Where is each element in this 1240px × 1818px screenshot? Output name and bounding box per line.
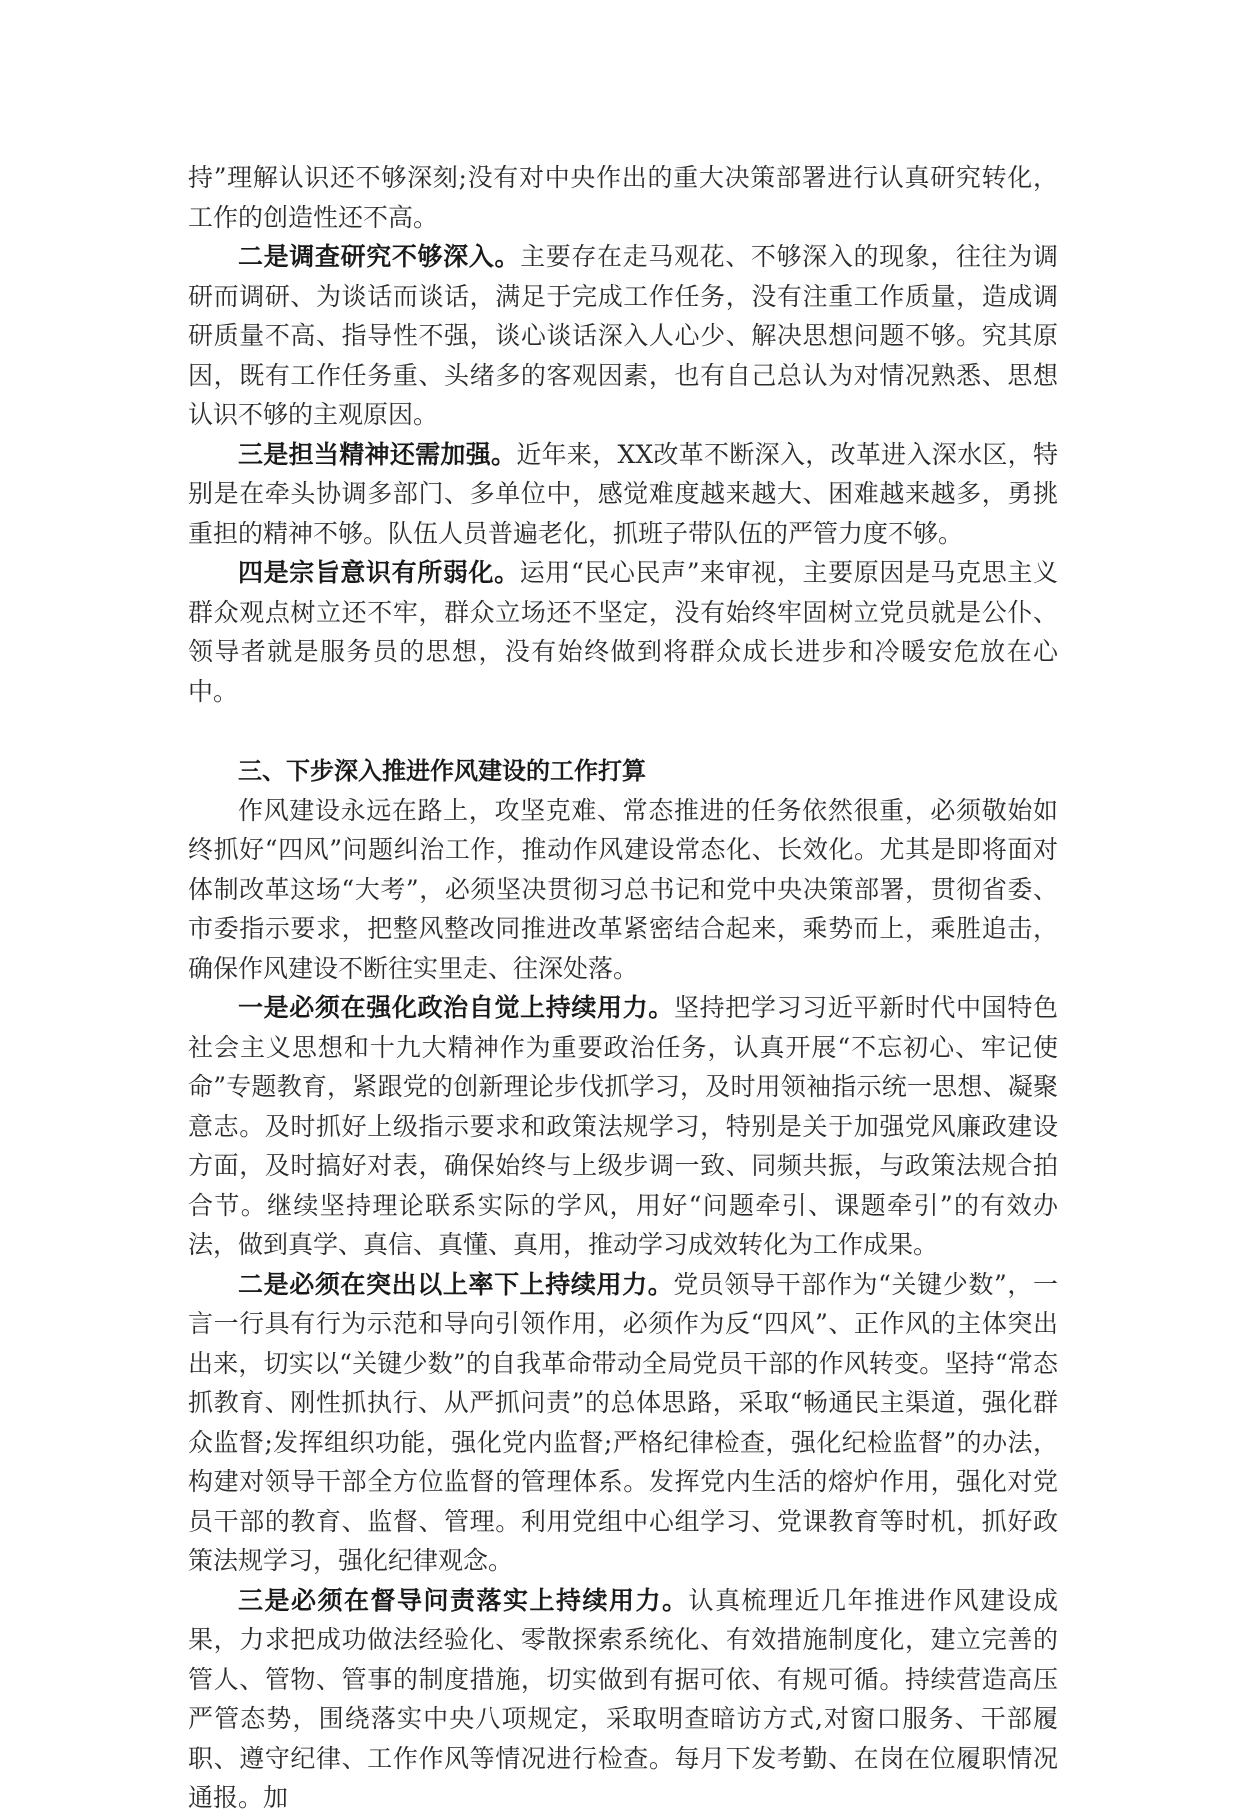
- paragraph-continued: [188, 158, 1058, 237]
- paragraph-lead: 三是担当精神还需加强。: [238, 439, 517, 469]
- paragraph-responsibility: [188, 435, 1058, 554]
- paragraph-text: 作风建设永远在路上，攻坚克难、常态推进的任务依然很重，必须敬始如终抓好“四风”问题纠治工作，推动作风建设常态化、长效化。尤其是即将面对体制改革这场“大考”，必须坚决贯彻习总书记和党中央决策部署，贯彻省委、市委指示要求，把整风整改同推进改革紧密结合起来，乘势而上，乘胜追击，确保作风建设不断往实里走、往深处落。: [188, 795, 1058, 983]
- paragraph-text: 持”理解认识还不够深刻;没有对中央作出的重大决策部署进行认真研究转化，工作的创造性还不高。: [188, 163, 1058, 232]
- paragraph-intro: [188, 791, 1058, 989]
- paragraph-text: 认真梳理近几年推进作风建设成果，力求把成功做法经验化、零散探索系统化、有效措施制度化，建立完善的管人、管物、管事的制度措施，切实做到有据可依、有规可循。持续营造高压严管态势，围绕落实中央八项规定，采取明查暗访方式,对窗口服务、干部履职、遵守纪律、工作作风等情况进行检查。每月下发考勤、在岗在位履职情况通报。加: [188, 1585, 1058, 1812]
- paragraph-text: 党员领导干部作为“关键少数”，一言一行具有行为示范和导向引领作用，必须作为反“四风”、正作风的主体突出出来，切实以“关键少数”的自我革命带动全局党员干部的作风转变。坚持“常态抓教育、刚性抓执行、从严抓问责”的总体思路，采取“畅通民主渠道，强化群众监督;发挥组织功能，强化党内监督;严格纪律检查，强化纪检监督”的办法，构建对领导干部全方位监督的管理体系。发挥党内生活的熔炉作用，强化对党员干部的教育、监督、管理。利用党组中心组学习、党课教育等时机，抓好政策法规学习，强化纪律观念。: [188, 1269, 1058, 1575]
- paragraph-lead-by-example: [188, 1265, 1058, 1581]
- section-heading: 三、下步深入推进作风建设的工作打算: [238, 756, 646, 785]
- paragraph-text: 近年来，XX改革不断深入，改革进入深水区，特别是在牵头协调多部门、多单位中，感觉难度越来越大、困难越来越多，勇挑重担的精神不够。队伍人员普遍老化，抓班子带队伍的严管力度不够。: [188, 439, 1058, 548]
- paragraph-investigation: [188, 237, 1058, 435]
- paragraph-political-awareness: [188, 988, 1058, 1265]
- paragraph-text: 坚持把学习习近平新时代中国特色社会主义思想和十九大精神作为重要政治任务，认真开展“不忘初心、牢记使命”专题教育，紧跟党的创新理论步伐抓学习，及时用领袖指示统一思想、凝聚意志。及时抓好上级指示要求和政策法规学习，特别是关于加强党风廉政建设方面，及时搞好对表，确保始终与上级步调一致、同频共振，与政策法规合拍合节。继续坚持理论联系实际的学风，用好“问题牵引、课题牵引”的有效办法，做到真学、真信、真懂、真用，推动学习成效转化为工作成果。: [188, 993, 1058, 1259]
- paragraph-lead: 一是必须在强化政治自觉上持续用力。: [238, 993, 674, 1022]
- paragraph-purpose: [188, 553, 1058, 711]
- paragraph-lead: 二是调查研究不够深入。: [238, 242, 521, 271]
- paragraph-lead: 二是必须在突出以上率下上持续用力。: [238, 1269, 674, 1299]
- paragraph-lead: 四是宗旨意识有所弱化。: [238, 558, 520, 587]
- document-body: [188, 158, 1058, 1818]
- paragraph-lead: 三是必须在督导问责落实上持续用力。: [238, 1585, 689, 1615]
- paragraph-supervision: [188, 1581, 1058, 1818]
- paragraph-text: 主要存在走马观花、不够深入的现象，往往为调研而调研、为谈话而谈话，满足于完成工作任务，没有注重工作质量，造成调研质量不高、指导性不强，谈心谈话深入人心少、解决思想问题不够。究其原因，既有工作任务重、头绪多的客观因素，也有自己总认为对情况熟悉、思想认识不够的主观原因。: [188, 242, 1058, 429]
- paragraph-text: 运用“民心民声”来审视，主要原因是马克思主义群众观点树立还不牢，群众立场还不坚定，没有始终牢固树立党员就是公仆、领导者就是服务员的思想，没有始终做到将群众成长进步和冷暖安危放在心中。: [188, 558, 1058, 706]
